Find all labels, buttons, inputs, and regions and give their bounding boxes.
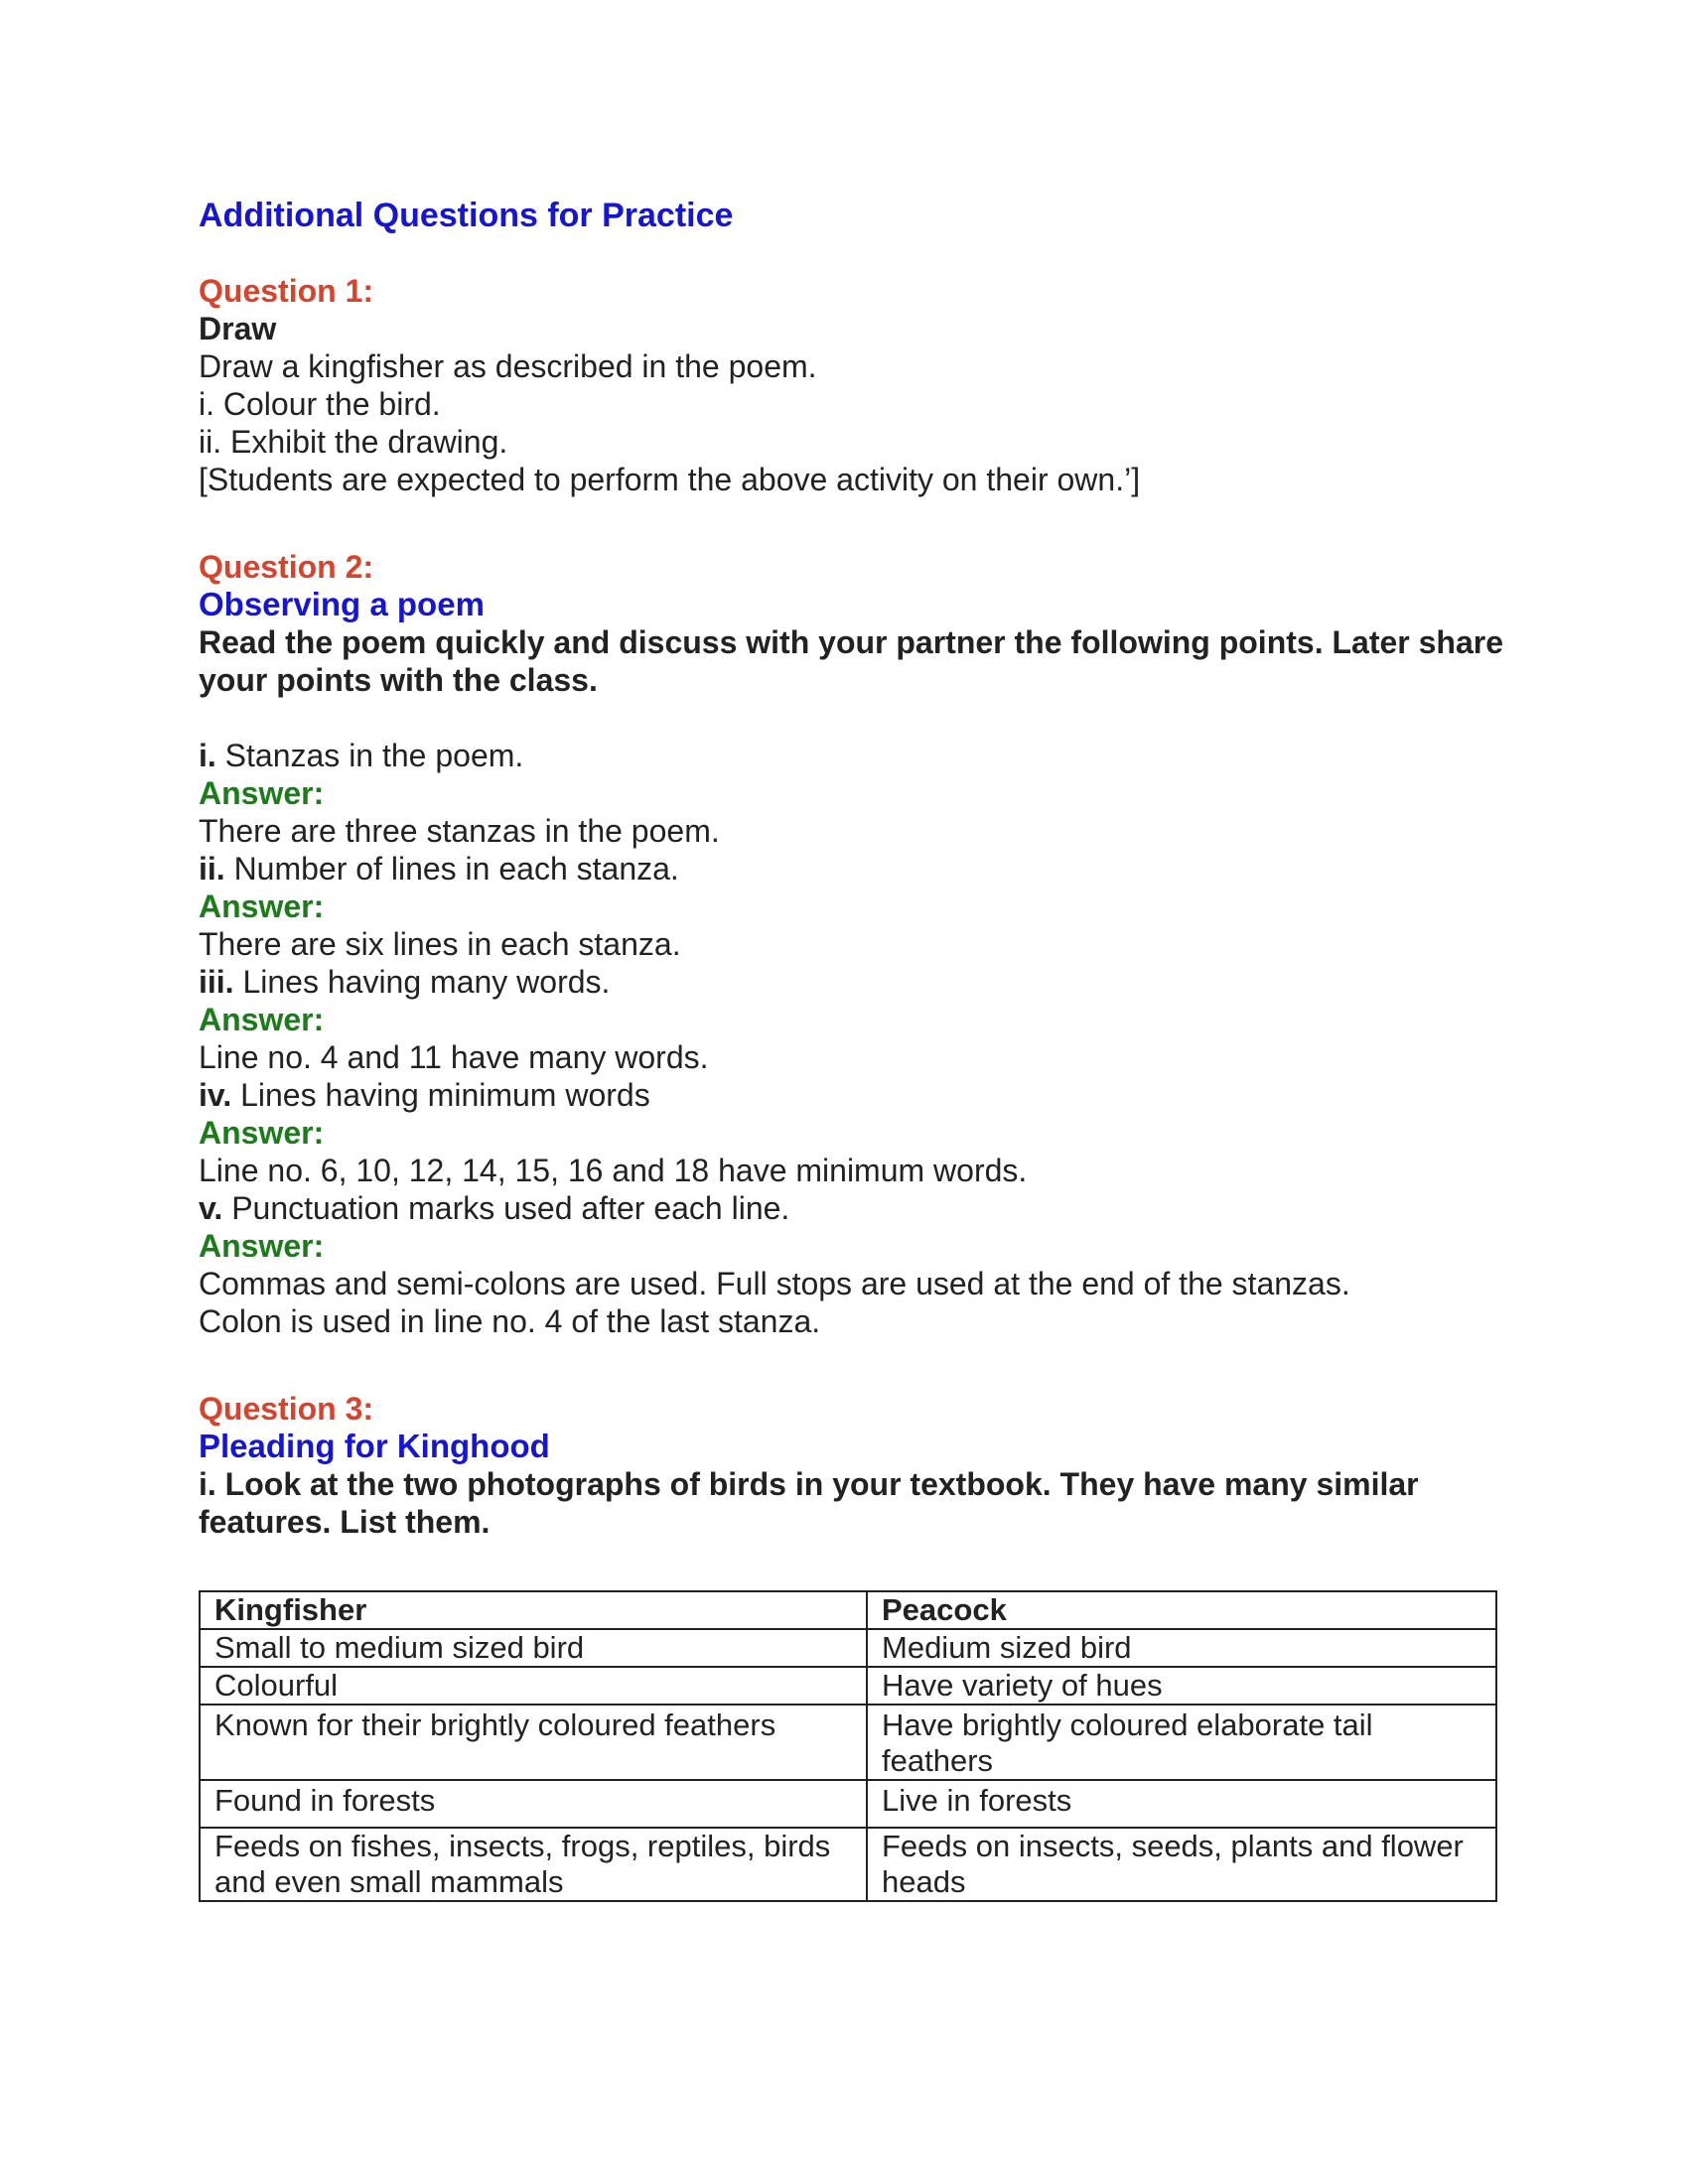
question-1 — [199, 272, 1509, 498]
answer-text: Commas and semi-colons are used. Full stops are used at the end of the stanzas. — [199, 1266, 1350, 1301]
item-number: iii. — [199, 964, 234, 1000]
question-2-item — [199, 737, 1509, 850]
answer-label: Answer: — [199, 1002, 325, 1037]
answer-label: Answer: — [199, 775, 325, 811]
question-3-heading: Pleading for Kinghood — [199, 1428, 550, 1464]
table-cell: Have brightly coloured elaborate tail feathers — [867, 1705, 1496, 1780]
item-text: Lines having minimum words — [231, 1077, 650, 1113]
question-1-line: [Students are expected to perform the above activity on their own.’] — [199, 462, 1141, 497]
document-page — [199, 197, 1509, 1902]
item-number: v. — [199, 1190, 223, 1226]
table-cell: Colourful — [200, 1667, 867, 1705]
table-cell: Medium sized bird — [867, 1629, 1496, 1667]
answer-text: Line no. 4 and 11 have many words. — [199, 1039, 709, 1075]
table-row — [200, 1780, 1496, 1828]
document-title: Additional Questions for Practice — [199, 197, 734, 234]
answer-text: Line no. 6, 10, 12, 14, 15, 16 and 18 have minimum words. — [199, 1153, 1028, 1188]
question-2-item — [199, 1189, 1509, 1340]
table-header-kingfisher: Kingfisher — [200, 1591, 867, 1629]
table-cell: Known for their brightly coloured feathers — [200, 1705, 867, 1780]
answer-text: There are six lines in each stanza. — [199, 926, 681, 962]
table-header-peacock: Peacock — [867, 1591, 1496, 1629]
item-number: iv. — [199, 1077, 232, 1113]
question-3-label: Question 3: — [199, 1391, 374, 1427]
table-cell: Have variety of hues — [867, 1667, 1496, 1705]
question-2-item — [199, 963, 1509, 1076]
question-2-item — [199, 850, 1509, 963]
table-row — [200, 1629, 1496, 1667]
item-number: ii. — [199, 851, 225, 887]
table-row — [200, 1705, 1496, 1780]
question-3-instruction: i. Look at the two photographs of birds in your textbook. They have many similar features. List them. — [199, 1466, 1419, 1540]
question-2-heading: Observing a poem — [199, 586, 485, 622]
item-text: Number of lines in each stanza. — [224, 851, 679, 887]
table-cell: Live in forests — [867, 1780, 1496, 1828]
question-1-label: Question 1: — [199, 273, 374, 309]
question-1-line: Draw a kingfisher as described in the poem. — [199, 348, 817, 384]
question-2 — [199, 548, 1509, 1340]
table-row — [200, 1667, 1496, 1705]
table-cell: Feeds on insects, seeds, plants and flower heads — [867, 1828, 1496, 1901]
answer-label: Answer: — [199, 888, 325, 924]
question-1-line: i. Colour the bird. — [199, 386, 441, 422]
question-3 — [199, 1390, 1509, 1902]
item-text: Stanzas in the poem. — [215, 738, 524, 773]
question-1-line: ii. Exhibit the drawing. — [199, 424, 508, 460]
answer-label: Answer: — [199, 1115, 325, 1151]
item-text: Punctuation marks used after each line. — [222, 1190, 790, 1226]
table-cell: Small to medium sized bird — [200, 1629, 867, 1667]
question-1-heading: Draw — [199, 311, 277, 346]
answer-label: Answer: — [199, 1228, 325, 1264]
table-cell: Found in forests — [200, 1780, 867, 1828]
bird-features-table — [199, 1590, 1497, 1902]
table-row — [200, 1828, 1496, 1901]
answer-text: There are three stanzas in the poem. — [199, 813, 720, 849]
question-2-item — [199, 1076, 1509, 1189]
answer-text: Colon is used in line no. 4 of the last stanza. — [199, 1303, 821, 1339]
table-header-row — [200, 1591, 1496, 1629]
question-2-instruction: Read the poem quickly and discuss with your partner the following points. Later share your points with the class. — [199, 624, 1503, 698]
item-text: Lines having many words. — [233, 964, 611, 1000]
table-cell: Feeds on fishes, insects, frogs, reptiles, birds and even small mammals — [200, 1828, 867, 1901]
question-2-label: Question 2: — [199, 549, 374, 585]
item-number: i. — [199, 738, 216, 773]
